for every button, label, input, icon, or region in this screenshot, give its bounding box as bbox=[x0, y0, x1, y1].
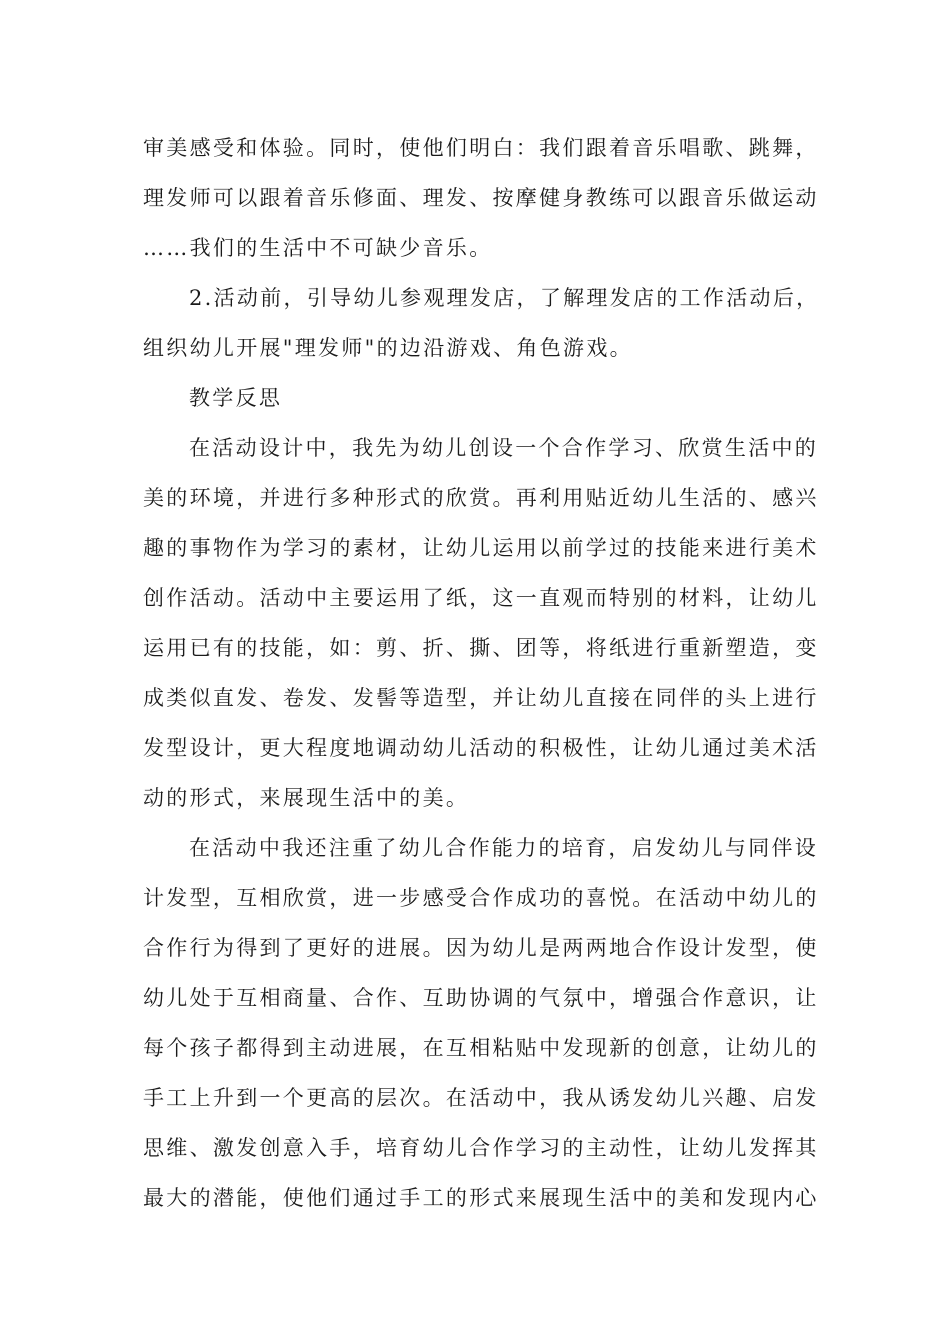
text-line: 创作活动。活动中主要运用了纸，这一直观而特别的材料，让幼儿 bbox=[143, 586, 819, 610]
text-line: 运用已有的技能，如：剪、折、撕、团等，将纸进行重新塑造，变 bbox=[143, 636, 819, 660]
text-line: ……我们的生活中不可缺少音乐。 bbox=[143, 236, 493, 260]
text-line: 动的形式，来展现生活中的美。 bbox=[143, 786, 470, 810]
text-line: 理发师可以跟着音乐修面、理发、按摩健身教练可以跟音乐做运动 bbox=[143, 186, 819, 210]
text-line: 美的环境，并进行多种形式的欣赏。再利用贴近幼儿生活的、感兴 bbox=[143, 486, 819, 510]
text-line: 思维、激发创意入手，培育幼儿合作学习的主动性，让幼儿发挥其 bbox=[143, 1136, 819, 1160]
text-line: 在活动中我还注重了幼儿合作能力的培育，启发幼儿与同伴设 bbox=[189, 836, 819, 860]
section-heading: 教学反思 bbox=[189, 386, 283, 410]
text-line: 幼儿处于互相商量、合作、互助协调的气氛中，增强合作意识，让 bbox=[143, 986, 819, 1010]
text-line: 最大的潜能，使他们通过手工的形式来展现生活中的美和发现内心 bbox=[143, 1186, 819, 1210]
text-line: 手工上升到一个更高的层次。在活动中，我从诱发幼儿兴趣、启发 bbox=[143, 1086, 819, 1110]
text-line: 2.活动前，引导幼儿参观理发店，了解理发店的工作活动后， bbox=[189, 286, 820, 310]
text-line: 组织幼儿开展"理发师"的边沿游戏、角色游戏。 bbox=[143, 336, 633, 360]
text-line: 趣的事物作为学习的素材，让幼儿运用以前学过的技能来进行美术 bbox=[143, 536, 819, 560]
text-line: 审美感受和体验。同时，使他们明白：我们跟着音乐唱歌、跳舞， bbox=[143, 136, 819, 160]
text-line: 合作行为得到了更好的进展。因为幼儿是两两地合作设计发型，使 bbox=[143, 936, 819, 960]
text-line: 成类似直发、卷发、发髻等造型，并让幼儿直接在同伴的头上进行 bbox=[143, 686, 819, 710]
text-line: 在活动设计中，我先为幼儿创设一个合作学习、欣赏生活中的 bbox=[189, 436, 819, 460]
text-line: 计发型，互相欣赏，进一步感受合作成功的喜悦。在活动中幼儿的 bbox=[143, 886, 819, 910]
text-line: 每个孩子都得到主动进展，在互相粘贴中发现新的创意，让幼儿的 bbox=[143, 1036, 819, 1060]
text-line: 发型设计，更大程度地调动幼儿活动的积极性，让幼儿通过美术活 bbox=[143, 736, 819, 760]
